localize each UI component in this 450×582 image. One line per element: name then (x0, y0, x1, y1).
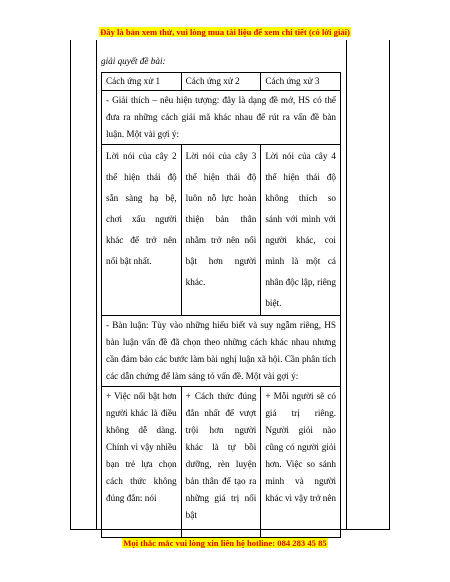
preview-banner: Đây là bản xem thử, vui lòng mua tài liệu để xem chi tiết (có lời giải) (100, 27, 350, 37)
table-row (102, 91, 341, 145)
explain-cell: Lời nói của cây 2 thể hiện thái độ sẵn sàng hạ bệ, chơi xấu người khác để trở nên nổi bật nhất. (102, 145, 182, 316)
explain-text: - Giải thích – nêu hiện tượng: đây là dạng đề mở, HS có thể đưa ra những cách giải mã khác nhau để rút ra vấn đề bàn luận. Một vài gợi ý: (102, 91, 341, 145)
column-header: Cách ứng xử 2 (181, 73, 261, 91)
answer-content (101, 54, 341, 538)
comparison-table (101, 72, 341, 538)
discuss-cell: + Mỗi người sẽ có giá trị riêng. Người giỏi nào cũng có người giỏi hơn. Việc so sánh mình và người khác vì vậy trở nên (261, 387, 341, 538)
table-row (102, 387, 341, 538)
table-row (102, 145, 341, 316)
column-header: Cách ứng xử 3 (261, 73, 341, 91)
explain-cell: Lời nói của cây 3 thể hiện thái độ luôn nỗ lực hoàn thiện bản thân nhằm trở nên nổi bật hơn người khác. (181, 145, 261, 316)
column-divider (96, 40, 97, 530)
discuss-cell: + Cách thức đúng đắn nhất để vượt trội hơn người khác là tự bồi dưỡng, rèn luyện bản thân để tạo ra những giá trị nổi bật (181, 387, 261, 538)
discuss-cell: + Việc nổi bật hơn người khác là điều không dễ dàng. Chính vì vậy nhiều bạn trẻ lựa chọn cách thức không đúng đắn: nói (102, 387, 182, 538)
table-header-row (102, 73, 341, 91)
explain-cell: Lời nói của cây 4 thể hiện thái độ không thích so sánh với mình với người khác, coi mình là một cá nhân độc lập, riêng biệt. (261, 145, 341, 316)
column-header: Cách ứng xử 1 (102, 73, 182, 91)
hotline-banner: Mọi thắc mắc vui lòng xin liên hệ hotline: 084 283 45 85 (123, 538, 327, 548)
table-row (102, 316, 341, 387)
discuss-text: - Bàn luận: Tùy vào những hiểu biết và suy ngẫm riêng, HS bàn luận vấn đề đã chọn theo những cách khác nhau nhưng cần đảm bảo các bước làm bài nghị luận xã hội. Cần phân tích các dẫn chứng để làm sáng tỏ vấn đề. Một vài gợi ý: (102, 316, 341, 387)
intro-text: giải quyết đề bài: (101, 56, 166, 66)
column-divider (346, 40, 347, 530)
